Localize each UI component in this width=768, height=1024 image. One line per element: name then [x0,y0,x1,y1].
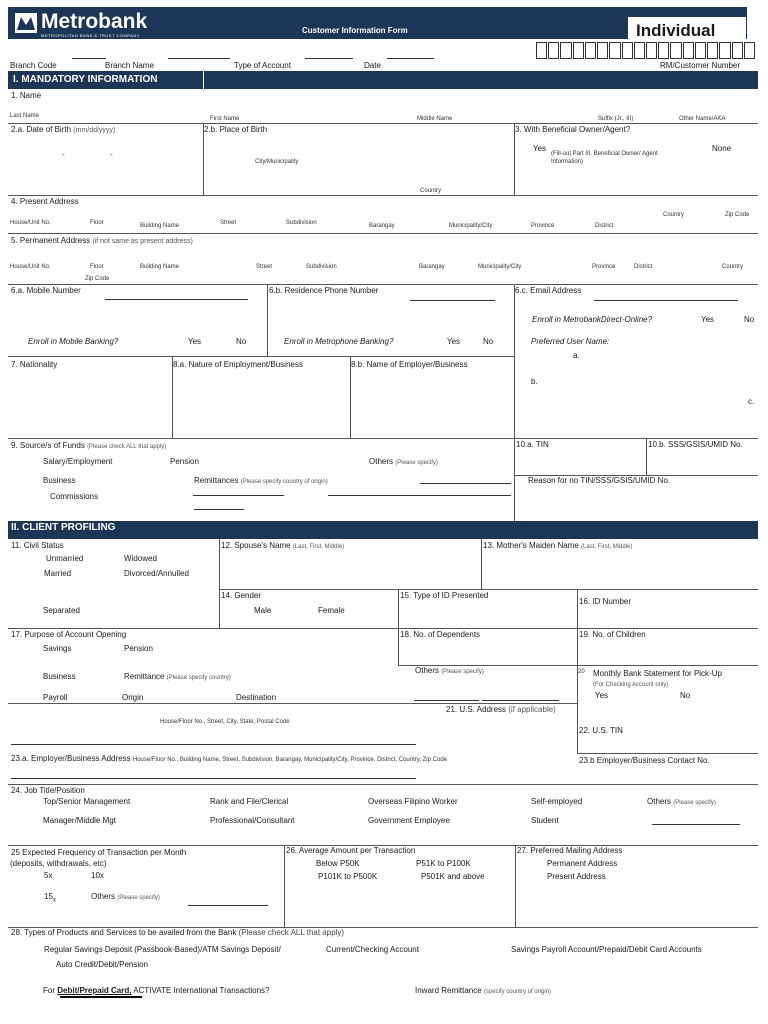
rm-digit-box[interactable] [744,42,755,59]
statement-pickup-no-checkbox[interactable]: No [680,691,691,700]
employer-address-label: 23.a. Employer/Business Address House/Floor No., Building Name, Street, Subdivision, Barangay, Municipality/City, Province, District, Country, Zip Code [11,754,447,763]
statement-pickup-yes-checkbox[interactable]: Yes [595,691,609,700]
freq-others-input[interactable] [188,893,272,906]
rank-file-checkbox[interactable]: Rank and File/Clerical [210,797,289,806]
employer-name-label: 8.b. Name of Employer/Business [351,360,468,369]
nature-of-employment-input[interactable] [176,380,348,394]
debit-card-intl-label: For Debit/Prepaid Card, ACTIVATE International Transactions? [43,986,270,995]
branch-name-label: Branch Name [105,61,154,70]
present-address-input[interactable] [10,207,654,219]
rm-digit-box[interactable] [646,42,657,59]
present-address-label: 4. Present Address [11,197,79,206]
us-tin-input[interactable] [640,726,754,740]
permanent-street-label: Street [256,264,273,270]
logo-tagline: METROPOLITAN BANK & TRUST COMPANY [41,33,140,38]
unmarried-checkbox[interactable]: Unmarried [46,554,84,563]
tin-input[interactable] [518,455,647,469]
others-funds-checkbox[interactable]: Others (Please specify) [369,457,438,466]
beneficial-owner-label: 3. With Beneficial Owner/Agent? [515,125,631,134]
permanent-zip-label: Zip Code [85,276,110,282]
auto-credit-label: Auto Credit/Debit/Pension [56,960,149,969]
rm-digit-box[interactable] [719,42,730,59]
permanent-building-label: Building Name [140,264,180,270]
residence-phone-label: 6.b. Residence Phone Number [269,286,379,295]
children-label: 19. No. of Children [579,630,646,639]
section-1-divider [203,71,204,89]
job-title-label: 24. Job Title/Position [11,786,85,795]
direct-online-yes-checkbox[interactable]: Yes [701,315,715,324]
us-address-label: 21. U.S. Address (if applicable) [446,705,556,714]
dob-separator-1: - [62,150,65,159]
permanent-country-label: Country [722,264,744,270]
mobile-banking-yes-checkbox[interactable]: Yes [188,337,202,346]
metrobank-logo-icon [14,12,38,34]
reason-no-tin-label: Reason for no TIN/SSS/GSIS/UMID No. [528,476,671,485]
freq-others-checkbox[interactable]: Others (Please specify) [91,892,160,901]
savings-payroll-checkbox[interactable]: Savings Payroll Account/Prepaid/Debit Card Accounts [511,945,702,954]
present-subdivision-label: Subdivision [286,220,317,226]
form-title: Customer Information Form [302,26,408,35]
mothers-maiden-name-input[interactable] [486,560,755,574]
preferred-user-c-label: c. [748,397,755,406]
employer-contact-label: 23.b Employer/Business Contact No. [579,756,710,765]
date-of-birth-input[interactable] [20,148,194,162]
transaction-frequency-label: 25 Expected Frequency of Transaction per Month [11,848,187,857]
purpose-pension-checkbox[interactable]: Pension [124,644,153,653]
date-of-birth-label: 2.a. Date of Birth (mm/dd/yyyy) [11,125,116,134]
us-address-input[interactable] [11,731,420,745]
mail-permanent-checkbox[interactable]: Permanent Address [547,859,618,868]
rm-digit-box[interactable] [695,42,706,59]
city-municipality-label: City/Municipality [255,159,299,165]
date-label: Date [364,61,381,70]
female-checkbox[interactable]: Female [318,606,345,615]
purpose-payroll-checkbox[interactable]: Payroll [43,693,68,702]
metrophone-no-checkbox[interactable]: No [483,337,494,346]
section-1-title: I. MANDATORY INFORMATION [13,74,158,85]
permanent-floor-label: Floor [90,264,104,270]
employer-contact-input[interactable] [581,770,755,784]
self-employed-checkbox[interactable]: Self-employed [531,797,583,806]
branch-code-label: Branch Code [10,61,57,70]
email-address-input[interactable] [594,287,742,301]
rm-digit-box[interactable] [597,42,608,59]
destination-label: Destination [236,693,277,702]
rm-digit-box[interactable] [573,42,584,59]
civil-status-label: 11. Civil Status [11,541,64,550]
statement-pickup-label: Monthly Bank Statement for Pick-Up [593,669,722,678]
remittance-origin-input[interactable] [328,483,515,496]
email-address-label: 6.c. Email Address [515,286,582,295]
name-input[interactable] [10,100,754,113]
permanent-house-label: House/Unit No. [10,264,51,270]
sss-gsis-umid-label: 10.b. SSS/GSIS/UMID No. [648,440,743,449]
logo-text: Metrobank [41,10,148,33]
spouse-name-input[interactable] [224,560,478,574]
rm-digit-box[interactable] [732,42,743,59]
rm-customer-number-label: RM/Customer Number [660,61,741,70]
id-type-label: 15. Type of ID Presented [400,591,489,600]
p501k-above-checkbox[interactable]: P501K and above [421,872,485,881]
present-municipality-label: Municipality/City [449,223,493,229]
us-tin-label: 22. U.S. TIN [579,726,623,735]
enroll-mobile-banking-label: Enroll in Mobile Banking? [28,337,119,346]
professional-checkbox[interactable]: Professional/Consultant [210,816,295,825]
tin-label: 10.a. TIN [516,440,549,449]
present-floor-label: Floor [90,220,104,226]
freq-5x-checkbox[interactable]: 5x [44,871,53,880]
employer-address-input[interactable] [11,765,420,779]
products-label: 28. Types of Products and Services to be availed from the Bank (Please check ALL that apply) [11,928,345,937]
present-building-label: Building Name [140,223,180,229]
mothers-maiden-name-label: 13. Mother's Maiden Name (Last, First, Middle) [483,541,633,550]
rm-digit-box[interactable] [658,42,669,59]
purpose-remittance-checkbox[interactable]: Remittance (Please specify country) [124,672,231,681]
rm-digit-box[interactable] [670,42,681,59]
residence-phone-input[interactable] [410,287,499,301]
job-others-checkbox[interactable]: Others (Please specify) [647,797,716,806]
rm-digit-box[interactable] [585,42,596,59]
rm-digit-box[interactable] [609,42,620,59]
business-checkbox[interactable]: Business [43,476,76,485]
purpose-label: 17. Purpose of Account Opening [11,630,127,639]
employer-name-input[interactable] [354,380,513,394]
freq-15x-checkbox[interactable]: $15_x$ [44,892,56,904]
birth-country-label: Country [420,188,442,194]
beneficial-yes-checkbox[interactable]: Yes [533,144,547,153]
metrophone-yes-checkbox[interactable]: Yes [447,337,461,346]
statement-pickup-hint: (For Checking Account only) [593,682,669,688]
spouse-name-label: 12. Spouse's Name (Last, First, Middle) [221,541,345,550]
permanent-province-label: Province [592,264,616,270]
freq-10x-checkbox[interactable]: 10x [91,871,104,880]
type-of-account-field[interactable] [305,46,357,59]
form-type: Individual [636,21,716,40]
gender-label: 14. Gender [221,591,262,600]
dob-separator-2: - [110,150,113,159]
nationality-input[interactable] [12,380,166,394]
section-2-header [8,521,758,539]
rm-digit-box[interactable] [634,42,645,59]
nationality-label: 7. Nationality [11,360,58,369]
mailing-address-label: 27. Preferred Mailing Address [517,846,623,855]
sss-gsis-umid-input[interactable] [650,455,758,469]
mail-present-checkbox[interactable]: Present Address [547,872,606,881]
rm-digit-box[interactable] [560,42,571,59]
source-of-funds-label: 9. Source/s of Funds (Please check ALL that apply) [11,441,167,450]
preferred-user-name-label: Preferred User Name: [531,337,610,346]
permanent-address-label: 5. Permanent Address (if not same as present address) [11,236,193,245]
rm-digit-box[interactable] [707,42,718,59]
present-province-label: Province [531,223,555,229]
section-2-title: II. CLIENT PROFILING [11,522,116,533]
student-checkbox[interactable]: Student [531,816,559,825]
permanent-address-input[interactable] [10,248,754,260]
male-checkbox[interactable]: Male [254,606,272,615]
id-type-input[interactable] [402,606,576,620]
purpose-savings-checkbox[interactable]: Savings [43,644,72,653]
separated-checkbox[interactable]: Separated [43,606,80,615]
preferred-user-a-label: a. [573,351,580,360]
job-others-input[interactable] [652,812,744,825]
origin-label: Origin [122,693,144,702]
inward-remittance-checkbox[interactable]: Inward Remittance (specify country of origin) [415,986,551,995]
children-input[interactable] [581,645,755,659]
govt-employee-checkbox[interactable]: Government Employee [368,816,450,825]
present-zip-label: Zip Code [725,212,750,218]
rm-digit-box[interactable] [622,42,633,59]
mobile-banking-no-checkbox[interactable]: No [236,337,247,346]
branch-code-field[interactable] [72,46,110,59]
current-checking-checkbox[interactable]: Current/Checking Account [326,945,419,954]
widowed-checkbox[interactable]: Widowed [124,554,157,563]
permanent-municipality-label: Municipality/City [478,264,522,270]
beneficial-none-checkbox[interactable]: None [712,144,732,153]
permanent-barangay-label: Barangay [419,264,445,270]
present-house-label: House/Unit No. [10,220,51,226]
present-district-label: District [595,223,614,229]
regular-savings-checkbox[interactable]: Regular Savings Deposit (Passbook-Based)/ATM Savings Deposit/ [44,945,281,954]
enroll-metrophone-label: Enroll in Metrophone Banking? [284,337,394,346]
beneficial-yes-hint: (Fill-out Part III. Beneficial Owner/ Agent Information) [551,151,658,165]
rm-digit-box[interactable] [536,42,547,59]
commissions-checkbox[interactable]: Commissions [50,492,99,501]
mobile-number-input[interactable] [105,286,252,300]
middle-name-label: Middle Name [417,116,453,122]
first-name-label: First Name [210,116,240,122]
preferred-user-b-label: b. [531,377,538,386]
last-name-label: Last Name [10,113,40,119]
nature-of-employment-label: 8.a. Nature of Employment/Business [173,360,303,369]
mobile-number-label: 6.a. Mobile Number [11,286,81,295]
place-of-birth-label: 2.b. Place of Birth [204,125,268,134]
p51k-100k-checkbox[interactable]: P51K to P100K [416,859,471,868]
below-50k-checkbox[interactable]: Below P50K [316,859,360,868]
average-amount-label: 26. Average Amount per Transaction [286,846,416,855]
ofw-checkbox[interactable]: Overseas Filipino Worker [368,797,458,806]
pension-checkbox[interactable]: Pension [170,457,199,466]
top-management-checkbox[interactable]: Top/Senior Management [43,797,131,806]
present-barangay-label: Barangay [369,223,395,229]
present-country-label: Country [663,212,685,218]
date-field[interactable] [387,46,438,59]
reason-no-tin-input[interactable] [520,492,758,506]
manager-checkbox[interactable]: Manager/Middle Mgt [43,816,116,825]
present-street-label: Street [220,220,237,226]
dependents-label: 18. No. of Dependents [400,630,481,639]
purpose-others-checkbox[interactable]: Others (Please specify) [415,666,484,675]
us-address-hint: House/Floor No., Street, City, State, Postal Code [160,719,290,725]
statement-pickup-num: 20 [578,669,585,675]
rm-digit-box[interactable] [548,42,559,59]
direct-online-no-checkbox[interactable]: No [744,315,755,324]
id-number-input[interactable] [580,610,754,624]
id-number-label: 16. ID Number [579,597,632,606]
married-checkbox[interactable]: Married [44,569,72,578]
purpose-others-input[interactable] [414,688,563,701]
rm-number-boxes[interactable] [536,42,756,59]
rm-digit-box[interactable] [683,42,694,59]
enroll-direct-online-label: Enroll in MetrobankDirect-Online? [532,315,653,324]
branch-name-field[interactable] [168,46,234,59]
type-of-account-label: Type of Account [234,61,291,70]
divorced-checkbox[interactable]: Divorced/Annulled [124,569,189,578]
salary-employment-checkbox[interactable]: Salary/Employment [43,457,113,466]
purpose-business-checkbox[interactable]: Business [43,672,76,681]
other-name-label: Other Name/AKA [679,116,726,122]
name-label: 1. Name [11,91,42,100]
place-of-birth-input[interactable] [210,140,509,154]
suffix-label: Suffix (Jr., III) [598,116,634,122]
dependents-input[interactable] [402,645,576,659]
p101k-500k-checkbox[interactable]: P101K to P500K [318,872,378,881]
permanent-district-label: District [634,264,653,270]
remittances-checkbox[interactable]: Remittances (Please specify country of origin) [194,476,328,485]
transaction-frequency-sub: (deposits, withdrawals, etc) [10,859,107,868]
permanent-subdivision-label: Subdivision [306,264,337,270]
